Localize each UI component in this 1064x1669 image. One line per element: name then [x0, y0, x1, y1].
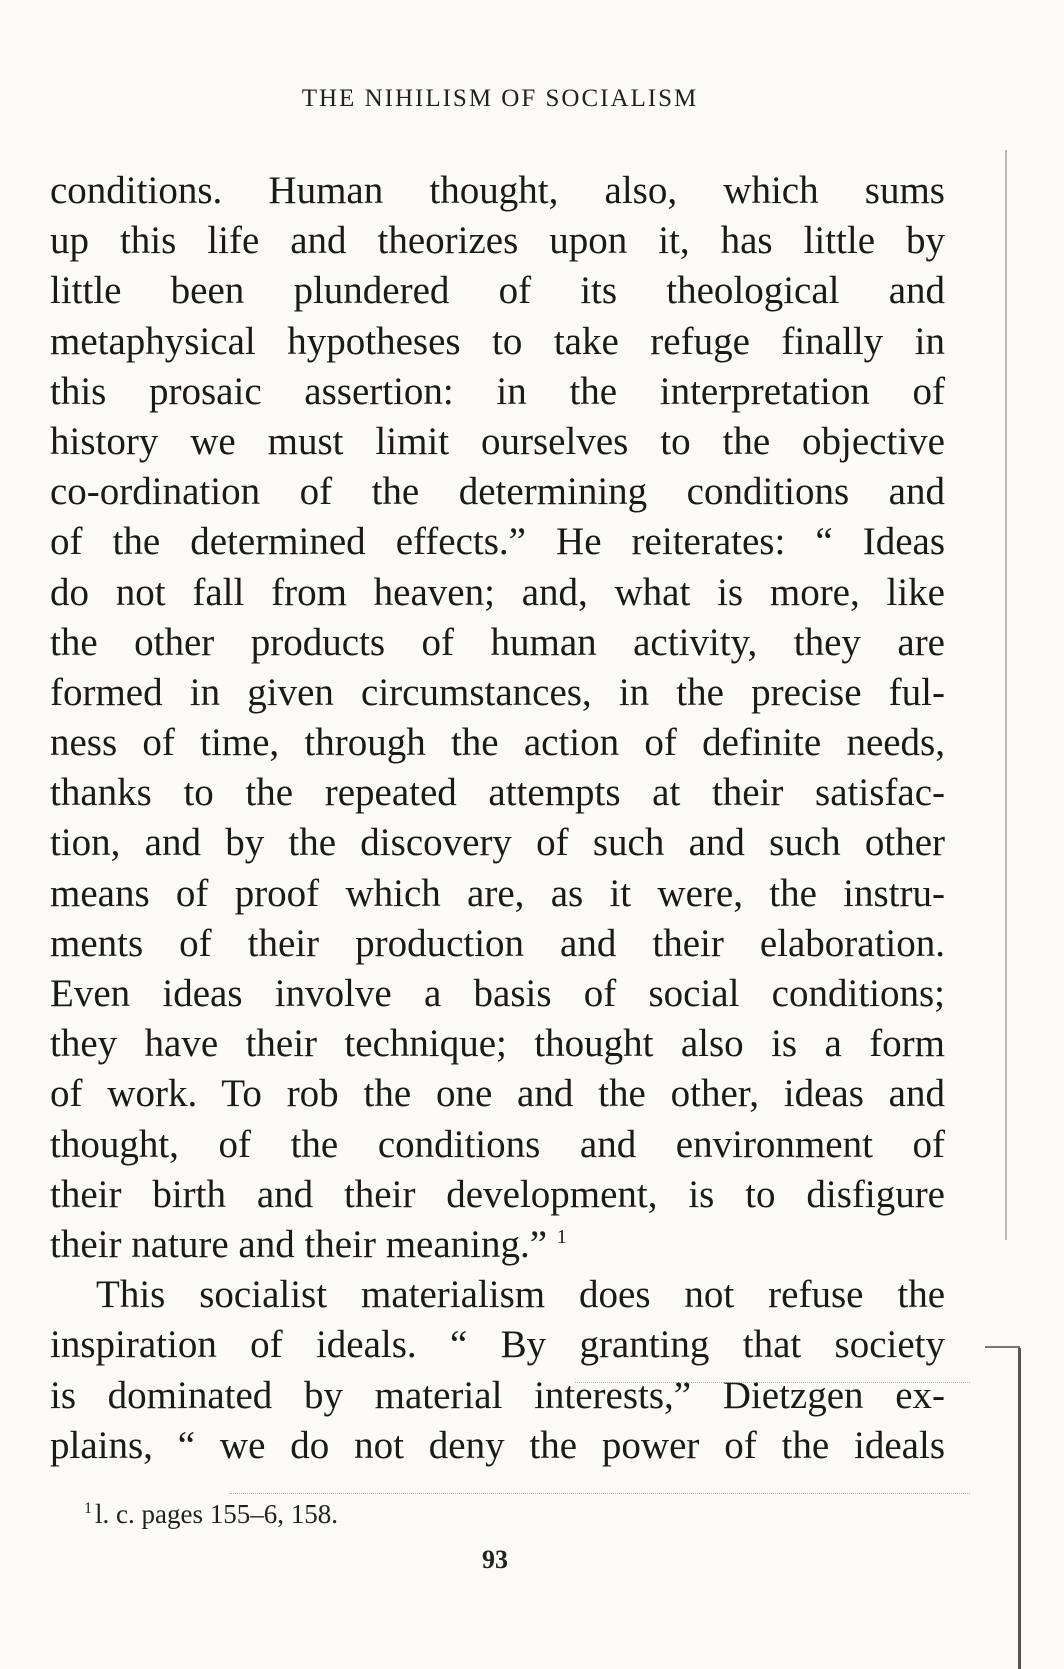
text-line-with-footnote-ref	[50, 1220, 945, 1270]
text-line: up this life and theorizes upon it, has little by	[50, 219, 945, 263]
text-line: inspiration of ideals. “ By granting that society	[50, 1323, 945, 1367]
text-line: do not fall from heaven; and, what is more, like	[50, 570, 945, 614]
page-edge-line	[1018, 1348, 1021, 1669]
text-line: means of proof which are, as it were, the instru-	[50, 871, 945, 915]
page-number: 93	[482, 1545, 508, 1574]
scan-noise	[230, 1493, 970, 1494]
paragraph-first-line: This socialist materialism does not refuse the	[96, 1273, 945, 1317]
text-line: metaphysical hypotheses to take refuge finally in	[50, 319, 945, 363]
footnote-text: l. c. pages 155–6, 158.	[95, 1499, 338, 1529]
page-edge-tick	[985, 1346, 1020, 1348]
text-line: their nature and their meaning.”	[50, 1222, 548, 1266]
text-line: thought, of the conditions and environment of	[50, 1122, 945, 1166]
text-line: is dominated by material interests,” Dietzgen ex-	[50, 1373, 945, 1417]
text-line: history we must limit ourselves to the objective	[50, 419, 945, 463]
text-line: this prosaic assertion: in the interpretation of	[50, 369, 945, 413]
text-line: they have their technique; thought also is a form	[50, 1022, 945, 1066]
text-line: of the determined effects.” He reiterates: “ Ideas	[50, 520, 945, 564]
text-line: thanks to the repeated attempts at their satisfac-	[50, 771, 945, 815]
text-line: conditions. Human thought, also, which sums	[50, 169, 945, 212]
text-line: their birth and their development, is to disfigure	[50, 1172, 945, 1216]
footnote-number: 1	[84, 1500, 92, 1517]
footnote-reference: 1	[556, 1225, 567, 1248]
running-head: THE NIHILISM OF SOCIALISM	[301, 85, 699, 112]
text-line: Even ideas involve a basis of social conditions;	[50, 972, 945, 1015]
text-line: ness of time, through the action of definite needs,	[50, 721, 945, 765]
page-edge-shadow	[1005, 150, 1007, 1240]
text-line: tion, and by the discovery of such and such other	[50, 821, 945, 865]
text-line: plains, “ we do not deny the power of the ideals	[50, 1423, 945, 1467]
text-line: little been plundered of its theological and	[50, 269, 945, 313]
text-line: ments of their production and their elaboration.	[50, 921, 945, 965]
text-line: co-ordination of the determining conditions and	[50, 470, 945, 514]
footnote	[84, 1499, 338, 1530]
text-line: formed in given circumstances, in the precise ful-	[50, 670, 945, 714]
body-text	[50, 166, 945, 1471]
scan-noise	[575, 1382, 970, 1383]
text-line: of work. To rob the one and the other, ideas and	[50, 1072, 945, 1116]
text-line: the other products of human activity, they are	[50, 620, 945, 664]
